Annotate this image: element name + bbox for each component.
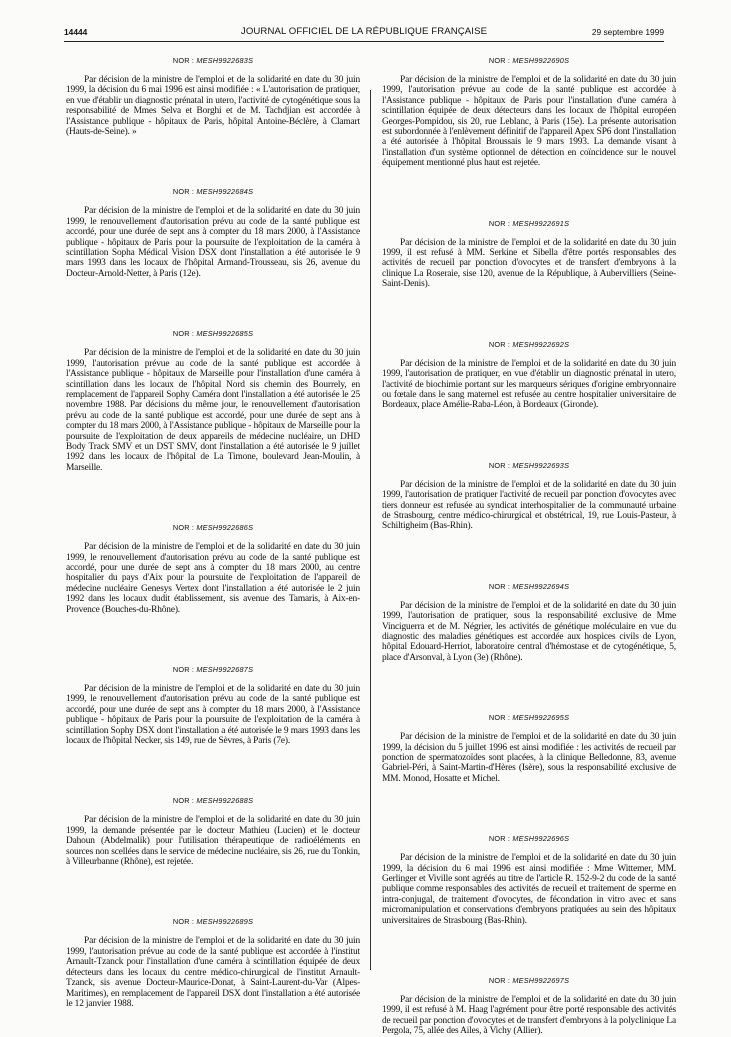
nor-code: MESH9922694S (512, 581, 570, 591)
page-number: 14444 (64, 27, 88, 37)
decision-article (382, 56, 676, 169)
nor-code: MESH9922693S (512, 460, 570, 470)
nor-label: NOR : (488, 460, 511, 470)
decision-article (382, 582, 676, 663)
nor-label: NOR : (488, 581, 511, 591)
nor-reference (66, 523, 360, 532)
decision-text: Par décision de la ministre de l'emploi et de la solidarité en date du 30 juin 1999, la décision du 5 juillet 1996 est ainsi modifiée : les activités de recueil par ponction de spermatozoïdes sont placées, à la clinique Belledonne, 83, avenue Gabriel-Péri, à Saint-Martin-d'Hères (Isère), sous la responsabilité exclusive de MM. Monod, Hosatte et Michel. (382, 732, 676, 784)
nor-code: MESH9922691S (512, 218, 570, 228)
nor-label: NOR : (488, 976, 511, 986)
decision-article (66, 329, 360, 473)
decision-article (382, 219, 676, 290)
decision-text: Par décision de la ministre de l'emploi et de la solidarité en date du 30 juin 1999, l'autorisation de pratiquer, en vue d'établir un diagnostic prénatal in utero, l'activité de biochimie portant sur les marqueurs sériques d'origine embryonnaire ou fœtale dans le sang maternel est refusée au centre hospitalier universitaire de Bordeaux, place Amélie-Raba-Léon, à Bordeaux (Gironde). (382, 358, 676, 411)
nor-reference (66, 329, 360, 338)
nor-code: MESH9922688S (196, 796, 254, 806)
nor-label: NOR : (488, 56, 511, 65)
nor-reference (382, 56, 676, 65)
nor-reference (382, 219, 676, 228)
decision-text: Par décision de la ministre de l'emploi et de la solidarité en date du 30 juin 1999, il est refusé à MM. Serkine et Sibella d'être portés responsables des activités de recueil par ponction d'ovocytes et de transfert d'embryons à la clinique La Roseraie, sise 120, avenue de la République, à Aubervilliers (Seine-Saint-Denis). (382, 237, 676, 290)
nor-code: MESH9922695S (512, 713, 570, 723)
decision-article (66, 523, 360, 615)
nor-code: MESH9922697S (512, 976, 570, 986)
decision-article (382, 340, 676, 411)
decision-text: Par décision de la ministre de l'emploi et de la solidarité en date du 30 juin 1999, l'autorisation de pratiquer, sous la responsabilité exclusive de Mme Vinciguerra et de M. Négrier, les activités de génétique moléculaire en vue du diagnostic des maladies génétiques est accordée aux hospices civils de Lyon, hôpital Edouard-Herriot, laboratoire central d'hémostase et de cytogénétique, 5, place d'Arsonval, à Lyon (3e) (Rhône). (382, 600, 676, 663)
decision-article (66, 187, 360, 279)
nor-reference (382, 461, 676, 470)
nor-reference (382, 834, 676, 843)
decision-article (382, 834, 676, 926)
nor-label: NOR : (172, 523, 195, 533)
journal-title: JOURNAL OFFICIEL DE LA RÉPUBLIQUE FRANÇAISE (240, 26, 488, 37)
nor-reference (382, 976, 676, 985)
nor-label: NOR : (172, 917, 195, 927)
decision-article (382, 713, 676, 784)
decision-text: Par décision de la ministre de l'emploi et de la solidarité en date du 30 juin 1999, le renouvellement d'autorisation prévu au code de la santé publique est accordé, pour une durée de sept ans à compter du 18 mars 2000, au centre hospitalier du pays d'Aix pour la poursuite de l'exploitation de l'appareil de médecine nucléaire Genesys Vertex dont l'installation a été autorisée le 2 juin 1992 dans les locaux dudit établissement, sis avenue des Tamaris, à Aix-en-Provence (Bouches-du-Rhône). (66, 542, 360, 615)
nor-code: MESH9922696S (512, 834, 570, 844)
decision-text: Par décision de la ministre de l'emploi et de la solidarité en date du 30 juin 1999, le renouvellement d'autorisation prévu au code de la santé publique est accordé, pour une durée de sept ans à compter du 18 mars 2000, à l'Assistance publique - hôpitaux de Paris pour la poursuite de l'exploitation de la caméra à scintillation Sopha Médical Vision DSX dont l'installation a été autorisée le 9 mars 1993 dans les locaux de l'hôpital Armand-Trousseau, sis 26, avenue du Docteur-Arnold-Netter, à Paris (12e). (66, 206, 360, 279)
right-column (382, 46, 676, 1037)
nor-reference (66, 665, 360, 674)
publication-date: 29 septembre 1999 (591, 27, 664, 37)
decision-text: Par décision de la ministre de l'emploi et de la solidarité en date du 30 juin 1999, l'autorisation prévue au code de la santé publique est accordée à l'Assistance publique - hôpitaux de Marseille pour l'installation d'une caméra à scintillation dans les locaux de l'hôpital Nord sis chemin des Bourrely, en remplacement de l'appareil Sophy Caméra dont l'installation a été autorisée le 25 novembre 1988. Par décisions du même jour, le renouvellement d'autorisation prévu au code de la santé publique est accordé, pour une durée de sept ans à compter du 18 mars 2000, à l'Assistance publique - hôpitaux de Marseille pour la poursuite de l'exploitation de deux appareils de médecine nucléaire, un DHD Body Track SMV et un DST SMV, dont l'installation a été autorisée le 9 juillet 1992 dans les locaux de l'hôpital de La Timone, boulevard Jean-Moulin, à Marseille. (66, 348, 360, 473)
decision-text: Par décision de la ministre de l'emploi et de la solidarité en date du 30 juin 1999, l'autorisation prévue au code de la santé publique est accordée à l'institut Arnault-Tzanck pour l'installation d'une caméra à scintillation équipée de deux détecteurs dans les locaux du centre médico-chirurgical de l'institut Arnault-Tzanck, sis avenue Docteur-Maurice-Donat, à Saint-Laurent-du-Var (Alpes-Maritimes), en remplacement de l'appareil DSX dont l'installation a été autorisée le 12 janvier 1988. (66, 936, 360, 1009)
page-header (64, 25, 664, 41)
nor-reference (382, 582, 676, 591)
nor-label: NOR : (488, 218, 511, 228)
nor-reference (66, 187, 360, 196)
decision-text: Par décision de la ministre de l'emploi et de la solidarité en date du 30 juin 1999, l'autorisation prévue au code de la santé publique est accordée à l'Assistance publique - hôpitaux de Paris pour l'installation d'une caméra à scintillation équipée de deux détecteurs dans les locaux de l'hôpital européen Georges-Pompidou, sis 20, rue Leblanc, à Paris (15e). La présente autorisation est subordonnée à l'enlèvement définitif de l'appareil Apex SP6 dont l'installation a été autorisée à l'hôpital Broussais le 9 mars 1993. La demande visant à l'installation d'un système optionnel de détection en coïncidence sur le nouvel équipement mentionné plus haut est rejetée. (382, 75, 676, 169)
nor-reference (66, 56, 360, 65)
nor-code: MESH9922683S (196, 56, 254, 65)
nor-code: MESH9922686S (196, 523, 254, 533)
decision-article (382, 976, 676, 1037)
decision-article (66, 917, 360, 1009)
nor-code: MESH9922687S (196, 665, 254, 674)
nor-label: NOR : (172, 329, 195, 339)
nor-label: NOR : (172, 187, 195, 197)
nor-label: NOR : (172, 796, 195, 806)
nor-label: NOR : (488, 339, 511, 349)
nor-code: MESH9922690S (512, 56, 570, 65)
nor-reference (382, 340, 676, 349)
decision-text: Par décision de la ministre de l'emploi et de la solidarité en date du 30 juin 1999, la décision du 6 mai 1996 est ainsi modifiée : « L'autorisation de pratiquer, en vue d'établir un diagnostic prénatal in utero, l'activité de cytogénétique sous la responsabilité de Mmes Selva et Borghi et de M. Tachdjian est accordée à l'Assistance publique - hôpitaux de Paris, hôpital Antoine-Béclère, à Clamart (Hauts-de-Seine). » (66, 75, 360, 138)
nor-code: MESH9922684S (196, 187, 254, 197)
decision-text: Par décision de la ministre de l'emploi et de la solidarité en date du 30 juin 1999, il est refusé à M. Haag l'agrément pour être porté responsable des activités de recueil par ponction d'ovocytes et de transfert d'embryons à la polyclinique La Pergola, 75, allée des Ailes, à Vichy (Allier). (382, 995, 676, 1037)
column-divider (370, 90, 371, 970)
nor-code: MESH9922692S (512, 339, 570, 349)
nor-code: MESH9922685S (196, 329, 254, 339)
decision-article (66, 796, 360, 867)
nor-label: NOR : (172, 665, 195, 674)
nor-reference (382, 713, 676, 722)
decision-text: Par décision de la ministre de l'emploi et de la solidarité en date du 30 juin 1999, l'autorisation de pratiquer l'activité de recueil par ponction d'ovocytes avec tiers donneur est refusée au syndicat interhospitalier de la communauté urbaine de Strasbourg, centre médico-chirurgical et obstétrical, 19, rue Louis-Pasteur, à Schiltigheim (Bas-Rhin). (382, 479, 676, 532)
decision-text: Par décision de la ministre de l'emploi et de la solidarité en date du 30 juin 1999, la demande présentée par le docteur Mathieu (Lucien) et le docteur Dahoun (Abdelmalik) pour l'utilisation thérapeutique de radioéléments en sources non scellées dans le service de médecine nucléaire, sis 26, rue du Tonkin, à Villeurbanne (Rhône), est rejetée. (66, 815, 360, 868)
decision-text: Par décision de la ministre de l'emploi et de la solidarité en date du 30 juin 1999, la décision du 6 mai 1996 est ainsi modifiée : Mme Wittemer, MM. Gerlinger et Viville sont agréés au titre de l'article R. 152-9-2 du code de la santé publique comme responsables des activités de recueil et traitement de sperme en intra-conjugal, de traitement d'ovocytes, de fécondation in vitro avec et sans micromanipulation et conservations d'embryons pratiquées au sein des hôpitaux universitaires de Strasbourg (Bas-Rhin). (382, 853, 676, 926)
nor-label: NOR : (488, 834, 511, 844)
nor-reference (66, 796, 360, 805)
header-rule (64, 41, 664, 42)
decision-article (66, 665, 360, 746)
decision-article (66, 56, 360, 137)
decision-article (382, 461, 676, 532)
decision-text: Par décision de la ministre de l'emploi et de la solidarité en date du 30 juin 1999, le renouvellement d'autorisation prévu au code de la santé publique est accordé, pour une durée de sept ans à compter du 18 mars 2000, à l'Assistance publique - hôpitaux de Paris pour la poursuite de l'exploitation de la caméra à scintillation Sophy DSX dont l'installation a été autorisée le 9 mars 1993 dans les locaux de l'hôpital Necker, sis 149, rue de Sèvres, à Paris (7e). (66, 684, 360, 747)
nor-reference (66, 917, 360, 926)
nor-code: MESH9922689S (196, 917, 254, 927)
nor-label: NOR : (488, 713, 511, 723)
nor-label: NOR : (172, 56, 195, 65)
left-column (66, 46, 360, 1009)
